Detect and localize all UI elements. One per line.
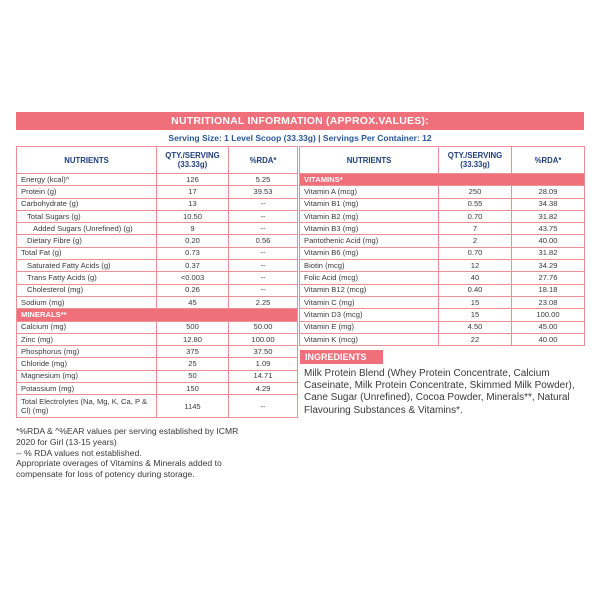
- nutrient-name-cell: Carbohydrate (g): [17, 198, 157, 210]
- nutrient-name-cell: Total Sugars (g): [17, 210, 157, 222]
- rda-cell: 50.00: [229, 321, 298, 333]
- nutrient-name-cell: Energy (kcal)^: [17, 174, 157, 186]
- table-row: [300, 235, 585, 247]
- nutrient-name-cell: Dietary Fibre (g): [17, 235, 157, 247]
- table-row: [300, 247, 585, 259]
- nutrient-name-cell: Vitamin B12 (mcg): [300, 284, 439, 296]
- rda-cell: 37.50: [229, 346, 298, 358]
- quantity-cell: 375: [157, 346, 229, 358]
- table-row: [17, 210, 298, 222]
- rda-cell: 100.00: [512, 309, 585, 321]
- rda-cell: 100.00: [229, 333, 298, 345]
- rda-cell: 40.00: [512, 235, 585, 247]
- nutrient-name-cell: Chloride (mg): [17, 358, 157, 370]
- table-row: [17, 284, 298, 296]
- table-row: [300, 333, 585, 345]
- quantity-cell: 0.26: [157, 284, 229, 296]
- nutrient-name-cell: Magnesium (mg): [17, 370, 157, 382]
- table-row: [300, 321, 585, 333]
- footnote-line: 2020 for Girl (13-15 years): [16, 436, 117, 447]
- rda-cell: --: [229, 272, 298, 284]
- rda-cell: 45.00: [512, 321, 585, 333]
- rda-cell: 27.76: [512, 272, 585, 284]
- rda-cell: 28.09: [512, 186, 585, 198]
- qty-column-header: QTY./SERVING (33.33g): [439, 147, 512, 174]
- rda-cell: 14.71: [229, 370, 298, 382]
- rda-cell: 40.00: [512, 333, 585, 345]
- nutrient-name-cell: Trans Fatty Acids (g): [17, 272, 157, 284]
- quantity-cell: 0.55: [439, 198, 512, 210]
- quantity-cell: 250: [439, 186, 512, 198]
- rda-cell: 39.53: [229, 186, 298, 198]
- nutrient-name-cell: Vitamin A (mcg): [300, 186, 439, 198]
- quantity-cell: 12: [439, 260, 512, 272]
- rda-cell: 34.29: [512, 260, 585, 272]
- table-row: [17, 383, 298, 395]
- rda-cell: 5.25: [229, 174, 298, 186]
- table-row: [17, 198, 298, 210]
- quantity-cell: 50: [157, 370, 229, 382]
- quantity-cell: 7: [439, 223, 512, 235]
- nutrient-name-cell: Vitamin D3 (mcg): [300, 309, 439, 321]
- table-row: [300, 198, 585, 210]
- rda-cell: 23.08: [512, 296, 585, 308]
- footnotes: [16, 426, 306, 480]
- nutrient-name-cell: Total Fat (g): [17, 247, 157, 259]
- rda-cell: 43.75: [512, 223, 585, 235]
- serving-size-line: Serving Size: 1 Level Scoop (33.33g) | Servings Per Container: 12: [168, 133, 432, 143]
- table-row: [300, 272, 585, 284]
- rda-cell: 2.25: [229, 296, 298, 308]
- nutrient-name-cell: Biotin (mcg): [300, 260, 439, 272]
- rda-cell: 31.82: [512, 247, 585, 259]
- rda-cell: 34.38: [512, 198, 585, 210]
- quantity-cell: 1145: [157, 395, 229, 418]
- quantity-cell: 0.70: [439, 210, 512, 222]
- table-row: [17, 186, 298, 198]
- nutrient-name-cell: Potassium (mg): [17, 383, 157, 395]
- quantity-cell: 45: [157, 296, 229, 308]
- quantity-cell: 25: [157, 358, 229, 370]
- rda-cell: --: [229, 247, 298, 259]
- table-row: [17, 358, 298, 370]
- quantity-cell: 0.73: [157, 247, 229, 259]
- table-row: [17, 235, 298, 247]
- table-row: [17, 272, 298, 284]
- nutrient-name-cell: Vitamin B2 (mg): [300, 210, 439, 222]
- ingredients-text: Milk Protein Blend (Whey Protein Concentrate, Calcium Caseinate, Milk Protein Concentrate, Skimmed Milk Powder), Cane Sugar (Unrefined), Cocoa Powder, Minerals**, Natural Flavouring Substances & Vitamins*.: [304, 368, 575, 416]
- nutrient-name-cell: Total Electrolytes (Na, Mg, K, Ca, P & Cl) (mg): [17, 395, 157, 418]
- quantity-cell: 13: [157, 198, 229, 210]
- table-row: [300, 186, 585, 198]
- nutrient-name-cell: Added Sugars (Unrefined) (g): [17, 223, 157, 235]
- table-row: [17, 321, 298, 333]
- table-row: [300, 223, 585, 235]
- vitamins-section-header-label: VITAMINS*: [300, 174, 585, 186]
- nutrients-table-left: [16, 146, 298, 418]
- quantity-cell: 10.50: [157, 210, 229, 222]
- table-row: [17, 296, 298, 308]
- table-row: [17, 370, 298, 382]
- rda-cell: 1.09: [229, 358, 298, 370]
- nutrient-name-cell: Sodium (mg): [17, 296, 157, 308]
- quantity-cell: 0.20: [157, 235, 229, 247]
- rda-cell: 18.18: [512, 284, 585, 296]
- footnote-line: *%RDA & ^%EAR values per serving established by ICMR: [16, 426, 239, 436]
- nutrient-name-cell: Folic Acid (mcg): [300, 272, 439, 284]
- table-row: [300, 260, 585, 272]
- quantity-cell: 22: [439, 333, 512, 345]
- table-row: [300, 309, 585, 321]
- table-row: [17, 247, 298, 259]
- nutrient-name-cell: Phosphorus (mg): [17, 346, 157, 358]
- nutrition-title-banner: NUTRITIONAL INFORMATION (APPROX.VALUES):: [16, 112, 584, 130]
- quantity-cell: <0.003: [157, 272, 229, 284]
- quantity-cell: 2: [439, 235, 512, 247]
- table-row: [17, 260, 298, 272]
- quantity-cell: 0.37: [157, 260, 229, 272]
- nutrient-name-cell: Vitamin E (mg): [300, 321, 439, 333]
- rda-cell: --: [229, 284, 298, 296]
- nutrient-name-cell: Vitamin K (mcg): [300, 333, 439, 345]
- vitamins-section-header: [300, 174, 585, 186]
- rda-cell: 31.82: [512, 210, 585, 222]
- rda-cell: --: [229, 223, 298, 235]
- ingredients-heading: INGREDIENTS: [300, 350, 383, 364]
- nutrient-name-cell: Vitamin B6 (mg): [300, 247, 439, 259]
- nutrient-name-cell: Calcium (mg): [17, 321, 157, 333]
- footnote-line: compensate for loss of potency during storage.: [16, 469, 195, 480]
- table-row: [300, 284, 585, 296]
- nutrients-column-header: NUTRIENTS: [17, 147, 157, 174]
- quantity-cell: 500: [157, 321, 229, 333]
- quantity-cell: 12.80: [157, 333, 229, 345]
- nutrients-table-right: [299, 146, 585, 346]
- table-row: [17, 395, 298, 418]
- table-row: [17, 333, 298, 345]
- nutrient-name-cell: Protein (g): [17, 186, 157, 198]
- footnote-line: -- % RDA values not established.: [16, 447, 142, 458]
- quantity-cell: 0.70: [439, 247, 512, 259]
- quantity-cell: 15: [439, 309, 512, 321]
- table-row: [300, 210, 585, 222]
- quantity-cell: 9: [157, 223, 229, 235]
- rda-column-header: %RDA*: [512, 147, 585, 174]
- minerals-section-header: [17, 309, 298, 321]
- quantity-cell: 4.50: [439, 321, 512, 333]
- nutrient-name-cell: Vitamin B1 (mg): [300, 198, 439, 210]
- quantity-cell: 0.40: [439, 284, 512, 296]
- table-row: [17, 223, 298, 235]
- rda-cell: --: [229, 210, 298, 222]
- nutrient-name-cell: Pantothenic Acid (mg): [300, 235, 439, 247]
- quantity-cell: 40: [439, 272, 512, 284]
- rda-column-header: %RDA*: [229, 147, 298, 174]
- nutrients-column-header: NUTRIENTS: [300, 147, 439, 174]
- qty-column-header: QTY./SERVING (33.33g): [157, 147, 229, 174]
- rda-cell: 4.29: [229, 383, 298, 395]
- quantity-cell: 17: [157, 186, 229, 198]
- rda-cell: 0.56: [229, 235, 298, 247]
- footnote-line: Appropriate overages of Vitamins & Minerals added to: [16, 458, 222, 469]
- nutrient-name-cell: Zinc (mg): [17, 333, 157, 345]
- table-row: [300, 296, 585, 308]
- quantity-cell: 150: [157, 383, 229, 395]
- quantity-cell: 126: [157, 174, 229, 186]
- table-row: [17, 346, 298, 358]
- minerals-section-header-label: MINERALS**: [17, 309, 298, 321]
- rda-cell: --: [229, 395, 298, 418]
- nutrient-name-cell: Cholesterol (mg): [17, 284, 157, 296]
- nutrient-name-cell: Vitamin B3 (mg): [300, 223, 439, 235]
- nutrient-name-cell: Vitamin C (mg): [300, 296, 439, 308]
- table-row: [17, 174, 298, 186]
- nutrient-name-cell: Saturated Fatty Acids (g): [17, 260, 157, 272]
- rda-cell: --: [229, 198, 298, 210]
- rda-cell: --: [229, 260, 298, 272]
- quantity-cell: 15: [439, 296, 512, 308]
